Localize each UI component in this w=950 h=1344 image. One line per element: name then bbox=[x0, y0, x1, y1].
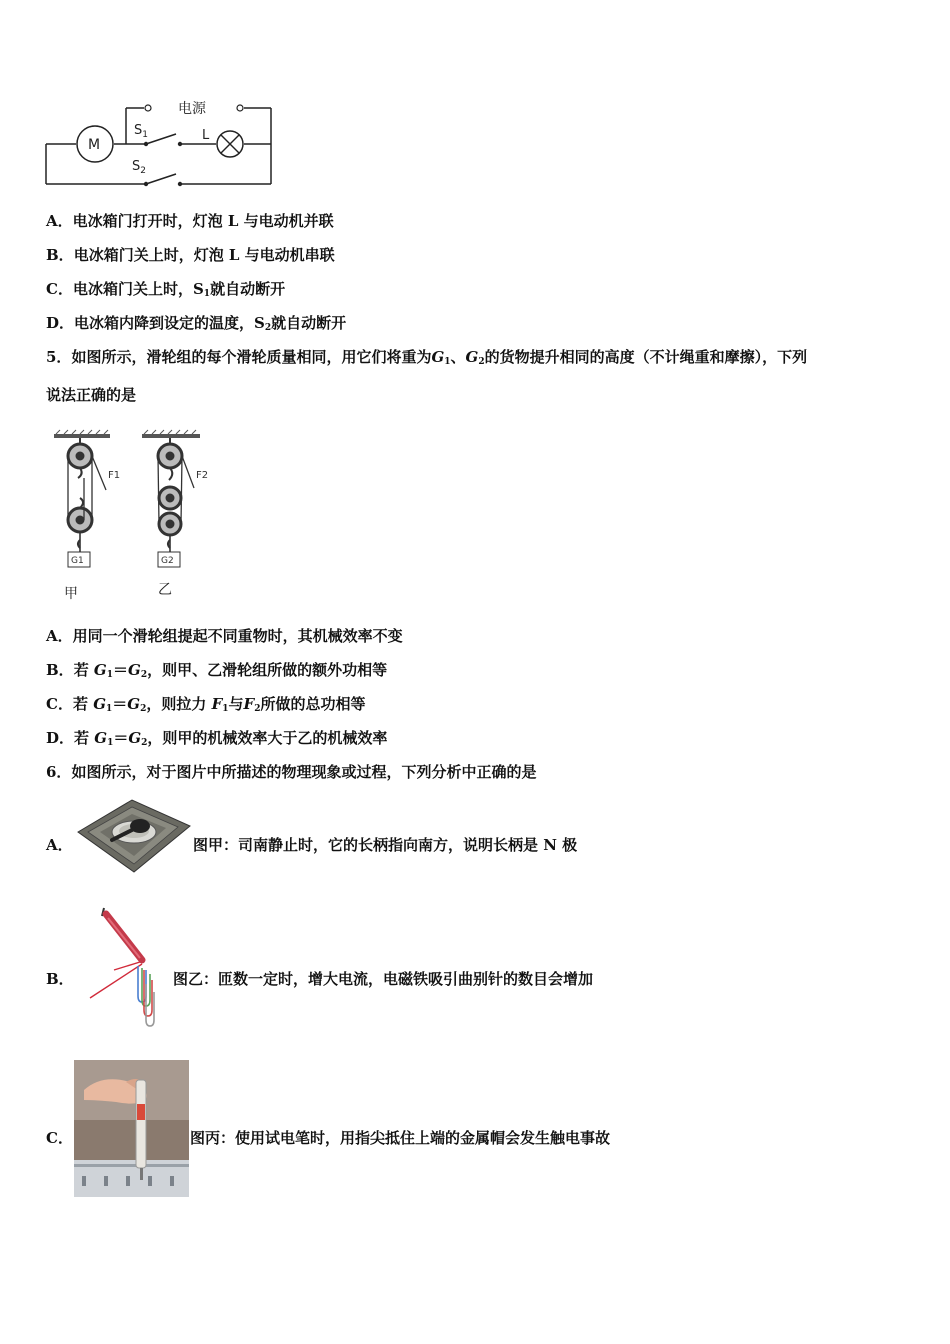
sinan-compass-image bbox=[74, 796, 194, 876]
q5-stem-cont: 说法正确的是 bbox=[46, 386, 137, 404]
q6-option-a-text: 图甲：司南静止时，它的长柄指向南方，说明长柄是 N 极 bbox=[193, 836, 578, 854]
f1-label: F1 bbox=[108, 470, 121, 481]
electromagnet-image bbox=[84, 904, 164, 1030]
q6-stem: 6．如图所示，对于图片中所描述的物理现象或过程，下列分析中正确的是 bbox=[46, 763, 537, 781]
q4-option-d: D．电冰箱内降到设定的温度，$S_2$就自动断开 bbox=[46, 314, 347, 333]
q4-option-c: C．电冰箱门关上时，$S_1$就自动断开 bbox=[46, 280, 286, 299]
pulley-system-yi bbox=[158, 438, 194, 552]
q6-option-a-letter: A． bbox=[46, 836, 73, 854]
power-terminal-left bbox=[145, 105, 151, 111]
s2-label: $S_2$ bbox=[132, 159, 146, 176]
svg-text:G1: G1 bbox=[71, 556, 84, 566]
switch-s2 bbox=[146, 174, 176, 184]
svg-text:G2: G2 bbox=[161, 556, 174, 566]
figure-label-jia: 甲 bbox=[64, 586, 78, 602]
q6-option-b-letter: B． bbox=[46, 970, 74, 988]
motor-label: M bbox=[88, 137, 101, 153]
q6-option-c-letter: C． bbox=[46, 1129, 73, 1147]
q4-option-b: B．电冰箱门关上时，灯泡 L 与电动机串联 bbox=[46, 246, 335, 264]
pulley-figure bbox=[44, 428, 224, 608]
test-pen-image bbox=[74, 1060, 189, 1197]
lamp-symbol bbox=[217, 131, 243, 157]
ceiling-yi bbox=[142, 430, 200, 438]
figure-label-yi: 乙 bbox=[158, 582, 172, 598]
pulley-system-jia bbox=[68, 438, 106, 552]
q5-option-a: A．用同一个滑轮组提起不同重物时，其机械效率不变 bbox=[46, 627, 403, 645]
power-terminal-right bbox=[237, 105, 243, 111]
lamp-label: L bbox=[202, 128, 210, 143]
q6-option-c-text: 图丙：使用试电笔时，用指尖抵住上端的金属帽会发生触电事故 bbox=[190, 1129, 611, 1147]
f2-label: F2 bbox=[196, 470, 209, 481]
switch-s1 bbox=[146, 134, 176, 144]
q5-option-d: D．若 $G_1=G_2$，则甲的机械效率大于乙的机械效率 bbox=[46, 729, 388, 748]
ceiling-jia bbox=[54, 430, 110, 438]
circuit-diagram bbox=[40, 96, 280, 188]
q4-option-a: A．电冰箱门打开时，灯泡 L 与电动机并联 bbox=[46, 212, 334, 230]
q5-stem: 5．如图所示，滑轮组的每个滑轮质量相同，用它们将重为$G_1$、$G_2$的货物提升相同的高度（不计绳重和摩擦），下列 bbox=[46, 348, 808, 367]
q5-option-b: B．若 $G_1=G_2$，则甲、乙滑轮组所做的额外功相等 bbox=[46, 661, 388, 680]
q5-option-c: C．若 $G_1=G_2$，则拉力 $F_1$与$F_2$所做的总功相等 bbox=[46, 695, 366, 714]
q6-option-b-text: 图乙：匝数一定时，增大电流，电磁铁吸引曲别针的数目会增加 bbox=[173, 970, 594, 988]
power-label: 电源 bbox=[178, 101, 206, 117]
s1-label: $S_1$ bbox=[134, 123, 148, 140]
